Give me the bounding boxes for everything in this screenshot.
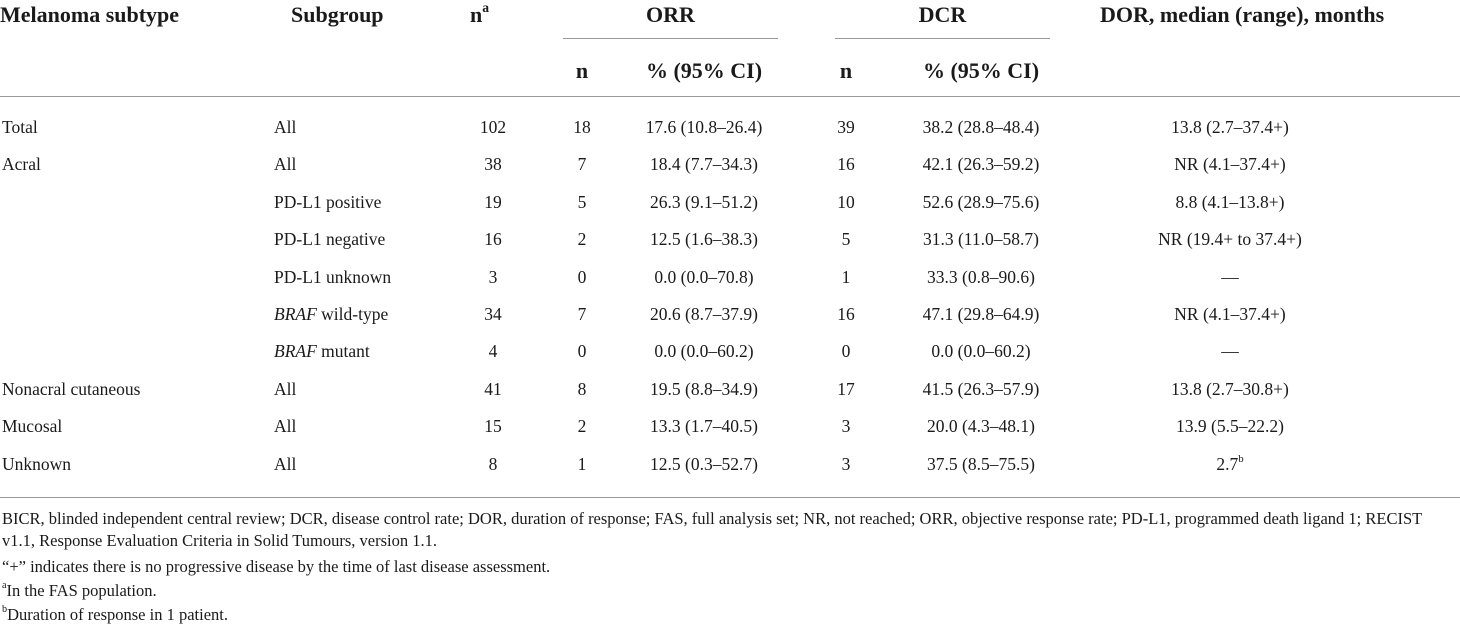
row-n: 38	[484, 154, 502, 174]
row-dor	[1130, 340, 1330, 362]
row-n: 3	[488, 267, 498, 287]
table-bottom-rule	[0, 497, 1460, 498]
row-subgroup	[274, 453, 296, 475]
row-n: 15	[484, 416, 502, 436]
row-orr-n: 7	[577, 304, 587, 324]
header-n	[470, 2, 489, 28]
row-orr-n: 7	[577, 154, 587, 174]
subgroup-text: mutant	[316, 341, 370, 361]
row-dcr-n: 16	[837, 154, 855, 174]
row-orr-n: 0	[577, 341, 587, 361]
row-orr-n: 5	[577, 192, 587, 212]
row-dcr-n: 5	[841, 229, 851, 249]
row-subgroup	[274, 191, 381, 213]
row-subtype: Mucosal	[2, 416, 63, 436]
row-n: 19	[484, 192, 502, 212]
gene-name: BRAF	[274, 341, 317, 361]
row-subgroup	[274, 266, 391, 288]
footnote-a-mark: a	[2, 580, 7, 592]
row-dcr-n: 3	[841, 416, 851, 436]
row-n: 8	[488, 454, 498, 474]
subgroup-text: PD-L1 unknown	[274, 267, 392, 287]
row-dor	[1130, 303, 1330, 325]
footnote-plus: “+” indicates there is no progressive disease by the time of last disease assessment.	[2, 557, 551, 576]
row-dcr-n: 10	[837, 192, 855, 212]
row-dor	[1130, 116, 1330, 138]
subgroup-text: PD-L1 negative	[274, 229, 386, 249]
header-orr-pct: % (95% CI)	[645, 58, 763, 83]
orr-group-rule	[563, 38, 778, 39]
row-orr-n: 8	[577, 379, 587, 399]
row-dcr-pct: 38.2 (28.8–48.4)	[922, 117, 1040, 137]
row-dcr-pct: 20.0 (4.3–48.1)	[927, 416, 1035, 436]
row-n: 41	[484, 379, 502, 399]
header-n-footnote-mark: a	[482, 0, 490, 16]
row-dcr-pct: 42.1 (26.3–59.2)	[922, 154, 1040, 174]
dor-value: 13.8 (2.7–37.4+)	[1171, 117, 1289, 137]
row-orr-pct: 0.0 (0.0–70.8)	[654, 267, 754, 287]
footnote-abbreviations: BICR, blinded independent central review; DCR, disease control rate; DOR, duration of response; FAS, full analysis set; NR, not reached; ORR, objective response rate; PD-L1, programmed death ligand 1; RECIST v1.1, Response Evaluation Criteria in Solid Tumours, version 1.1.	[2, 509, 1422, 550]
dor-value: NR (19.4+ to 37.4+)	[1158, 229, 1302, 249]
row-orr-pct: 12.5 (0.3–52.7)	[650, 454, 758, 474]
row-orr-n: 1	[577, 454, 587, 474]
subgroup-text: All	[274, 154, 297, 174]
row-n: 4	[488, 341, 498, 361]
row-dcr-n: 16	[837, 304, 855, 324]
row-dcr-n: 1	[841, 267, 851, 287]
row-n: 16	[484, 229, 502, 249]
header-dcr-n: n	[839, 58, 853, 83]
dor-footnote-mark: b	[1238, 453, 1244, 466]
header-dcr-pct: % (95% CI)	[922, 58, 1040, 83]
row-orr-pct: 17.6 (10.8–26.4)	[645, 117, 763, 137]
row-orr-n: 0	[577, 267, 587, 287]
row-orr-pct: 12.5 (1.6–38.3)	[650, 229, 758, 249]
row-orr-n: 2	[577, 416, 587, 436]
dor-value: 8.8 (4.1–13.8+)	[1175, 192, 1285, 212]
row-dor	[1130, 378, 1330, 400]
subgroup-text: All	[274, 416, 297, 436]
row-orr-pct: 20.6 (8.7–37.9)	[650, 304, 758, 324]
footnote-b	[2, 604, 228, 626]
subgroup-text: All	[274, 117, 297, 137]
row-n: 102	[479, 117, 507, 137]
subgroup-text: PD-L1 positive	[274, 192, 382, 212]
row-orr-pct: 0.0 (0.0–60.2)	[654, 341, 754, 361]
dor-value: NR (4.1–37.4+)	[1174, 154, 1286, 174]
dcr-group-rule	[835, 38, 1050, 39]
row-orr-pct: 13.3 (1.7–40.5)	[650, 416, 758, 436]
row-subtype: Total	[2, 117, 38, 137]
row-subgroup	[274, 340, 370, 362]
row-subgroup	[274, 228, 385, 250]
row-dor	[1130, 453, 1330, 475]
row-n: 34	[484, 304, 502, 324]
row-dor	[1130, 266, 1330, 288]
row-orr-pct: 18.4 (7.7–34.3)	[650, 154, 758, 174]
dor-value: 13.9 (5.5–22.2)	[1176, 416, 1284, 436]
row-dcr-n: 0	[841, 341, 851, 361]
row-dcr-pct: 41.5 (26.3–57.9)	[922, 379, 1040, 399]
row-orr-pct: 26.3 (9.1–51.2)	[650, 192, 758, 212]
row-subgroup	[274, 116, 296, 138]
gene-name: BRAF	[274, 304, 317, 324]
dor-value: 2.7	[1216, 454, 1239, 474]
footnote-a-text: In the FAS population.	[6, 581, 157, 600]
row-dcr-n: 39	[837, 117, 855, 137]
header-melanoma-subtype: Melanoma subtype	[0, 2, 180, 27]
dor-value: 13.8 (2.7–30.8+)	[1171, 379, 1289, 399]
row-subtype: Unknown	[2, 454, 72, 474]
row-subgroup	[274, 303, 388, 325]
row-dcr-n: 17	[837, 379, 855, 399]
row-subgroup	[274, 153, 296, 175]
row-dor	[1130, 415, 1330, 437]
header-bottom-rule	[0, 96, 1460, 97]
header-subgroup: Subgroup	[291, 2, 384, 27]
row-dor	[1130, 191, 1330, 213]
footnote-b-text: Duration of response in 1 patient.	[7, 605, 228, 624]
row-dcr-pct: 33.3 (0.8–90.6)	[927, 267, 1035, 287]
dor-value: —	[1221, 267, 1239, 287]
dor-value: —	[1221, 341, 1239, 361]
subgroup-text: All	[274, 379, 297, 399]
row-dcr-n: 3	[841, 454, 851, 474]
row-subtype: Acral	[2, 154, 41, 174]
footnote-b-mark: b	[2, 604, 8, 616]
row-dor	[1130, 228, 1330, 250]
subgroup-text: wild-type	[316, 304, 389, 324]
row-orr-n: 18	[573, 117, 591, 137]
row-subgroup	[274, 415, 296, 437]
header-orr-n: n	[575, 58, 589, 83]
row-dcr-pct: 0.0 (0.0–60.2)	[931, 341, 1031, 361]
dor-value: NR (4.1–37.4+)	[1174, 304, 1286, 324]
header-orr: ORR	[646, 2, 695, 27]
row-orr-pct: 19.5 (8.8–34.9)	[650, 379, 758, 399]
row-dcr-pct: 37.5 (8.5–75.5)	[927, 454, 1035, 474]
row-orr-n: 2	[577, 229, 587, 249]
header-n-label: n	[470, 2, 483, 27]
row-dor	[1130, 153, 1330, 175]
row-dcr-pct: 31.3 (11.0–58.7)	[922, 229, 1039, 249]
header-dor: DOR, median (range), months	[1100, 2, 1385, 27]
row-subgroup	[274, 378, 296, 400]
row-dcr-pct: 52.6 (28.9–75.6)	[922, 192, 1040, 212]
subgroup-text: All	[274, 454, 297, 474]
header-dcr: DCR	[918, 2, 967, 27]
row-dcr-pct: 47.1 (29.8–64.9)	[922, 304, 1040, 324]
row-subtype: Nonacral cutaneous	[2, 379, 141, 399]
footnote-a	[2, 580, 157, 602]
